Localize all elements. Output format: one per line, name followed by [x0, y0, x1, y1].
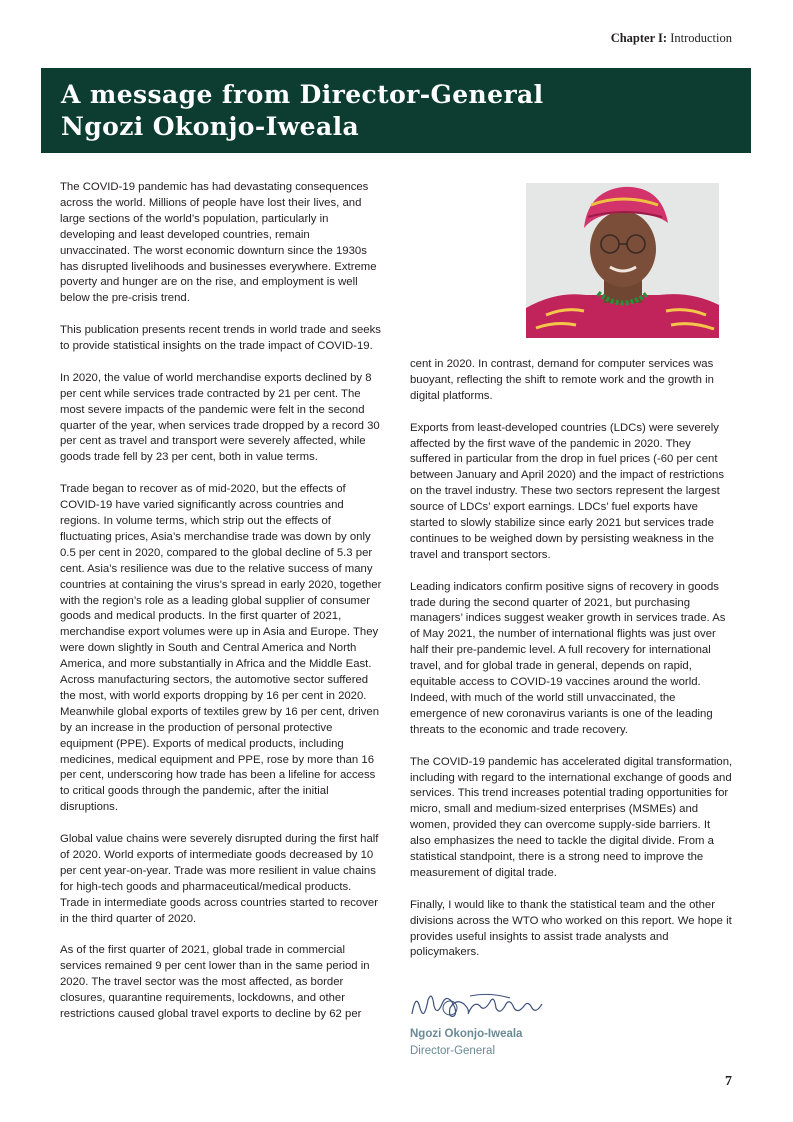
paragraph: Global value chains were severely disrupted during the first half of 2020. World exports of intermediate goods decreased by 10 per cent year-on-year. Trade was more resilient in value chains for high-tech goods and pharmaceutical/medical products. Trade in intermediate goods across countries started to recover in the third quarter of 2020. — [60, 833, 379, 925]
handwritten-signature — [410, 986, 550, 1026]
signatory-title: Director-General — [410, 1045, 495, 1057]
right-column — [410, 357, 734, 977]
left-column — [60, 180, 382, 1039]
page-title-line-1: A message from Director-General — [61, 80, 544, 109]
page-title-line-2: Ngozi Okonjo-Iweala — [61, 112, 360, 141]
chapter-header — [611, 31, 732, 46]
paragraph: The COVID-19 pandemic has accelerated digital transformation, including with regard to the international exchange of goods and services. This trend increases potential trading opportunities for micro, small and medium-sized enterprises (MSMEs) and women, provided they can overcome supply-side barriers. It also emphasizes the need to tackle the digital divide. From a statistical standpoint, there is a strong need to improve the measurement of digital trade. — [410, 755, 733, 879]
paragraph: In 2020, the value of world merchandise exports declined by 8 per cent while services trade contracted by 21 per cent. The most severe impacts of the pandemic were felt in the second quarter of the year, when services trade dropped by a record 30 per cent as travel and transport were severely affected, while goods trade fell by 23 per cent, both in value terms. — [60, 371, 380, 464]
director-general-portrait — [526, 183, 719, 338]
paragraph: Trade began to recover as of mid-2020, but the effects of COVID-19 have varied significantly across countries and regions. In volume terms, which strip out the effects of fluctuating prices, Asia’s merchandise trade was down by only 0.5 per cent in 2020, compared to the global decline of 5.3 per cent. Asia’s resilience was due to the relative success of many countries at containing the virus’s spread in early 2020, together with the region’s role as a leading global supplier of consumer goods and medical products. In the first quarter of 2021, merchandise export volumes were up in Asia and Europe. They were down slightly in South and Central America and North America, and more substantially in Africa and the Middle East. Across manufacturing sectors, the automotive sector suffered the most, with world exports dropping by 16 per cent in 2020. Meanwhile global exports of textiles grew by 16 per cent, driven by an increase in the production of personal protective equipment (PPE). Exports of medical products, including medicines, medical equipment and PPE, rose by more than 16 per cent, underscoring how trade has been a lifeline for access to critical goods through the pandemic, after the initial disruptions. — [60, 483, 382, 814]
signatory-name: Ngozi Okonjo-Iweala — [410, 1028, 523, 1040]
paragraph: This publication presents recent trends in world trade and seeks to provide statistical insights on the trade impact of COVID-19. — [60, 324, 381, 353]
chapter-label: Chapter I: — [610, 31, 668, 45]
chapter-title: Introduction — [670, 31, 732, 45]
page-title — [61, 79, 544, 143]
paragraph: Exports from least-developed countries (LDCs) were severely affected by the first wave of the pandemic in 2020. They suffered in particular from the drop in fuel prices (-60 per cent between January and April 2020) and the impact of restrictions on the travel industry. These two sectors represent the largest source of LDCs’ export earnings. LDCs’ fuel exports have started to slowly stabilize since early 2021 but services trade continues to be weighed down by persisting weakness in the travel and transport sectors. — [410, 421, 725, 561]
paragraph: Finally, I would like to thank the statistical team and the other divisions across the WTO who worked on this report. We hope it provides useful insights to assist trade analysts and policymakers. — [410, 898, 732, 959]
paragraph: The COVID-19 pandemic has had devastating consequences across the world. Millions of people have lost their lives, and large sections of the world’s population, particularly in developing and least developed countries, remain unvaccinated. The worst economic downturn since the 1930s has disrupted livelihoods and businesses everywhere. Extreme poverty and hunger are on the rise, and employment is well below the pre-crisis trend. — [60, 181, 377, 305]
paragraph: As of the first quarter of 2021, global trade in commercial services remained 9 per cent lower than in the same period in 2020. The travel sector was the most affected, as border closures, quarantine requirements, lockdowns, and other restrictions caused global travel exports to decline by 62 per — [60, 944, 370, 1021]
signature-drawing — [410, 986, 550, 1026]
page-number: 7 — [725, 1074, 732, 1089]
paragraph: cent in 2020. In contrast, demand for computer services was buoyant, reflecting the shift to remote work and the growth in digital platforms. — [410, 358, 714, 402]
portrait-illustration — [526, 183, 719, 338]
paragraph: Leading indicators confirm positive signs of recovery in goods trade during the second quarter of 2021, but purchasing managers’ indices suggest weaker growth in services trade. As of May 2021, the number of international flights was just over half their pre-pandemic level. A full recovery for international travel, and for global trade in general, depends on rapid, equitable access to COVID-19 vaccines around the world. Indeed, with much of the world still unvaccinated, the emergence of new coronavirus variants is one of the leading threats to the economic and trade recovery. — [410, 580, 726, 736]
title-banner — [41, 68, 751, 153]
